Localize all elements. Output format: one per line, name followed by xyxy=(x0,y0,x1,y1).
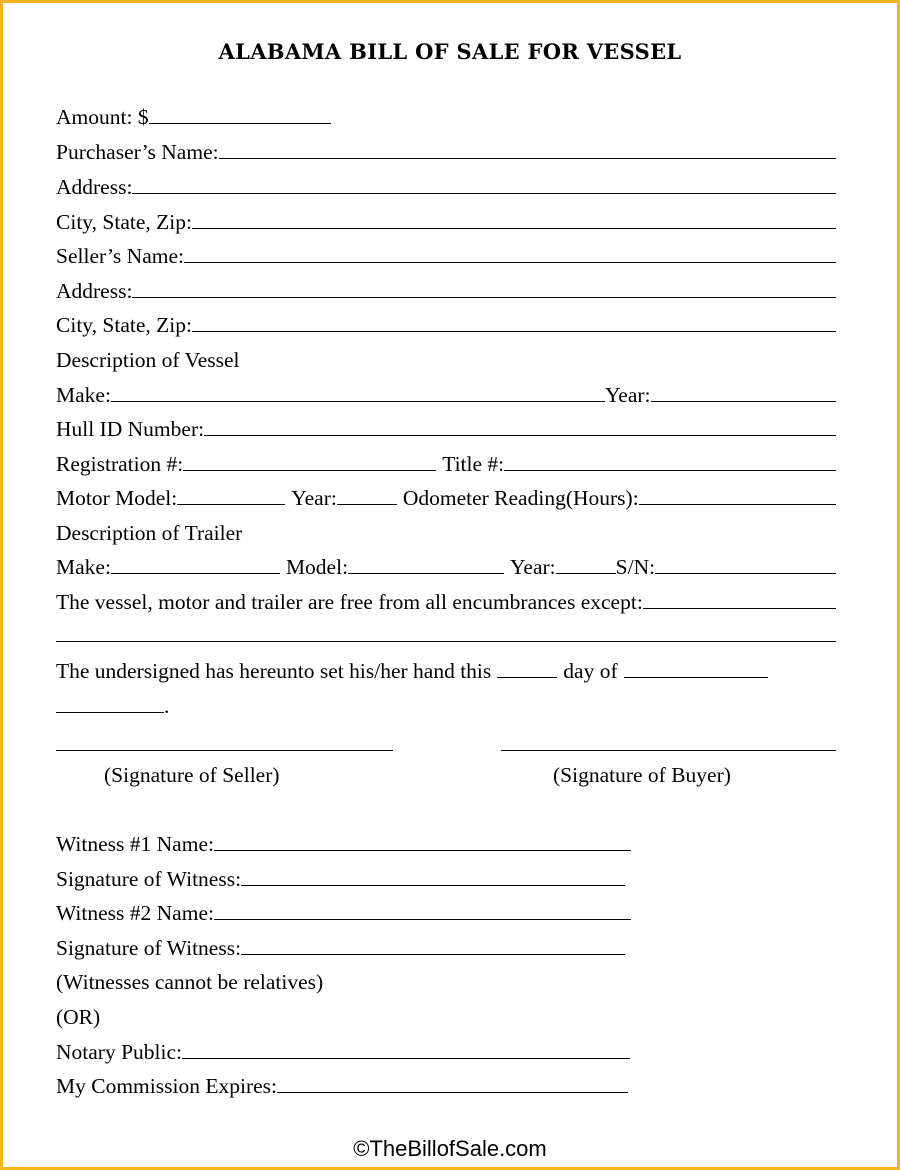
encumbrances-continued-row xyxy=(56,623,836,651)
witness2-name-row xyxy=(56,899,631,927)
vessel-year-field[interactable] xyxy=(651,383,836,402)
year-period: . xyxy=(164,694,170,718)
seller-address-row xyxy=(56,277,836,305)
trailer-make-field[interactable] xyxy=(111,555,280,574)
trailer-row xyxy=(56,553,836,581)
motor-year-label: Year: xyxy=(291,486,337,510)
registration-row xyxy=(56,450,836,478)
purchaser-city-field[interactable] xyxy=(192,210,836,229)
motor-model-label: Motor Model: xyxy=(56,486,178,510)
purchaser-address-field[interactable] xyxy=(132,175,836,194)
amount-row xyxy=(56,103,836,131)
seller-city-label: City, State, Zip: xyxy=(56,313,192,337)
trailer-sn-label: S/N: xyxy=(615,555,656,579)
year-row xyxy=(56,692,836,720)
trailer-heading: Description of Trailer xyxy=(56,521,243,545)
notary-label: Notary Public: xyxy=(56,1040,182,1064)
purchaser-name-label: Purchaser’s Name: xyxy=(56,140,219,164)
purchaser-name-field[interactable] xyxy=(219,140,836,159)
seller-signature-line[interactable] xyxy=(56,750,393,751)
or-row xyxy=(56,1003,836,1031)
trailer-year-field[interactable] xyxy=(556,555,616,574)
registration-label: Registration #: xyxy=(56,452,184,476)
undersigned-row xyxy=(56,657,836,685)
notary-field[interactable] xyxy=(182,1040,630,1059)
witness2-name-label: Witness #2 Name: xyxy=(56,901,214,925)
seller-address-field[interactable] xyxy=(132,279,836,298)
copyright-footer: ©TheBillofSale.com xyxy=(353,1136,547,1161)
motor-row xyxy=(56,484,836,512)
seller-signature-label: (Signature of Seller) xyxy=(104,763,280,787)
or-label: (OR) xyxy=(56,1005,101,1029)
commission-label: My Commission Expires: xyxy=(56,1074,277,1098)
motor-year-field[interactable] xyxy=(337,486,397,505)
purchaser-name-row xyxy=(56,138,836,166)
witness1-signature-field[interactable] xyxy=(241,867,625,886)
encumbrances-continued-field[interactable] xyxy=(56,623,836,642)
notary-row xyxy=(56,1038,630,1066)
trailer-sn-field[interactable] xyxy=(655,555,836,574)
odometer-field[interactable] xyxy=(639,486,836,505)
year-field[interactable] xyxy=(56,694,164,713)
vessel-year-label: Year: xyxy=(604,383,651,407)
hull-id-label: Hull ID Number: xyxy=(56,417,205,441)
vessel-heading-row xyxy=(56,346,836,374)
hull-id-row xyxy=(56,415,836,443)
month-field[interactable] xyxy=(624,659,768,678)
witness2-signature-field[interactable] xyxy=(241,936,625,955)
witness2-name-field[interactable] xyxy=(214,901,631,920)
title-number-field[interactable] xyxy=(504,452,836,471)
encumbrances-field[interactable] xyxy=(643,590,836,609)
hull-id-field[interactable] xyxy=(204,417,836,436)
witness-note-row xyxy=(56,968,836,996)
motor-model-field[interactable] xyxy=(177,486,285,505)
witness1-signature-row xyxy=(56,865,625,893)
buyer-signature-line[interactable] xyxy=(501,750,836,751)
vessel-make-field[interactable] xyxy=(111,383,605,402)
amount-field[interactable] xyxy=(149,105,331,124)
vessel-make-label: Make: xyxy=(56,383,111,407)
encumbrances-label: The vessel, motor and trailer are free from all encumbrances except: xyxy=(56,590,643,614)
witness2-signature-label: Signature of Witness: xyxy=(56,936,242,960)
witness-note: (Witnesses cannot be relatives) xyxy=(56,970,324,994)
purchaser-city-row xyxy=(56,208,836,236)
amount-label: Amount: $ xyxy=(56,105,149,129)
witness1-name-field[interactable] xyxy=(214,832,631,851)
purchaser-address-row xyxy=(56,173,836,201)
odometer-label: Odometer Reading(Hours): xyxy=(402,486,639,510)
purchaser-city-label: City, State, Zip: xyxy=(56,210,192,234)
trailer-model-field[interactable] xyxy=(348,555,504,574)
trailer-model-label: Model: xyxy=(285,555,349,579)
vessel-heading: Description of Vessel xyxy=(56,348,240,372)
trailer-make-label: Make: xyxy=(56,555,111,579)
undersigned-text: The undersigned has hereunto set his/her hand this xyxy=(56,659,492,683)
seller-city-row xyxy=(56,311,836,339)
seller-name-label: Seller’s Name: xyxy=(56,244,184,268)
purchaser-address-label: Address: xyxy=(56,175,133,199)
seller-city-field[interactable] xyxy=(192,313,836,332)
encumbrances-row xyxy=(56,588,836,616)
title-number-label: Title #: xyxy=(442,452,505,476)
day-field[interactable] xyxy=(497,659,557,678)
trailer-heading-row xyxy=(56,519,836,547)
vessel-make-row xyxy=(56,381,836,409)
buyer-signature-label: (Signature of Buyer) xyxy=(553,763,731,787)
witness1-name-label: Witness #1 Name: xyxy=(56,832,214,856)
witness1-name-row xyxy=(56,830,631,858)
trailer-year-label: Year: xyxy=(510,555,556,579)
document-title: ALABAMA BILL OF SALE FOR VESSEL xyxy=(218,39,682,64)
registration-field[interactable] xyxy=(183,452,436,471)
witness1-signature-label: Signature of Witness: xyxy=(56,867,242,891)
day-of-label: day of xyxy=(563,659,618,683)
witness2-signature-row xyxy=(56,934,625,962)
seller-address-label: Address: xyxy=(56,279,133,303)
commission-row xyxy=(56,1072,628,1100)
commission-field[interactable] xyxy=(277,1074,628,1093)
seller-name-row xyxy=(56,242,836,270)
seller-name-field[interactable] xyxy=(184,244,836,263)
